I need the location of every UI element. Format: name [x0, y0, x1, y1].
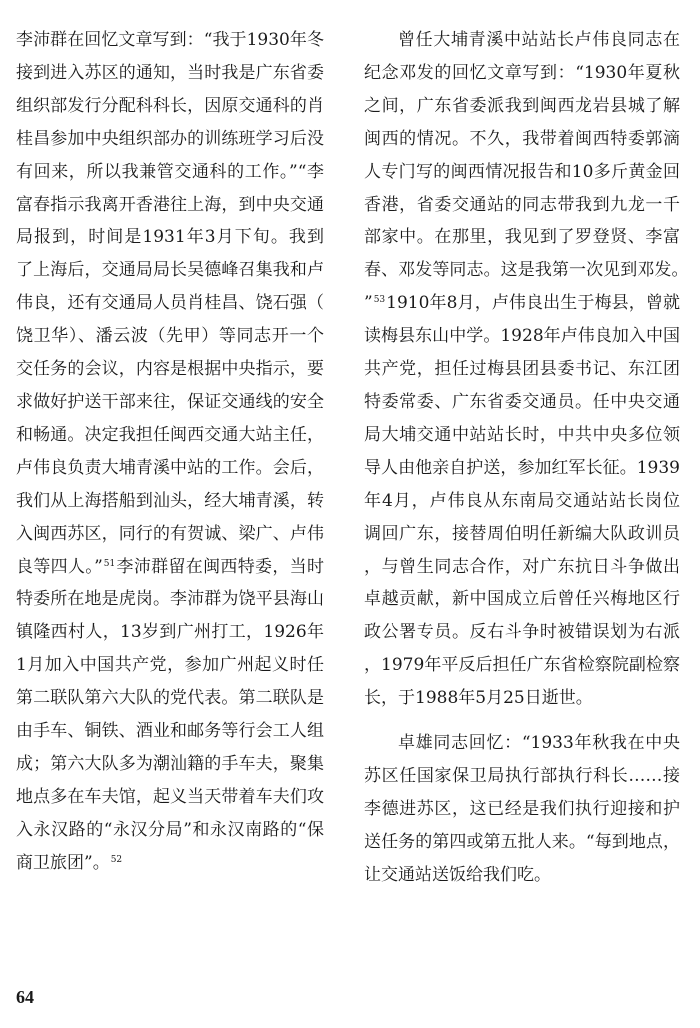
- paragraph-text: 卓雄同志回忆：“1933年秋我在中央苏区任国家保卫局执行部执行科长……接李德进苏区，这已经是我们执行迎接和护送任务的第四或第五批人来。“每到地点，让交通站送饭给我们吃。: [364, 733, 680, 885]
- paragraph-lu-weiliang-memoir: [364, 24, 680, 715]
- paragraph-text: 李沛群留在闽西特委，当时特委所在地是虎岗。李沛群为饶平县海山镇隆西村人，13岁到广州打工，1926年1月加入中国共产党，参加广州起义时任第二联队第六大队的党代表。第二联队是由手车、铜铁、酒业和邮务等行会工人组成；第六大队多为潮汕籍的手车夫，聚集地点多在车夫馆，起义当天带着车夫们攻入永汉路的“永汉分局”和永汉南路的“保商卫旅团”。: [16, 556, 324, 873]
- footnote-ref-53: 53: [373, 295, 386, 306]
- paragraph-text: 曾任大埔青溪中站站长卢伟良同志在纪念邓发的回忆文章写到：“1930年夏秋之间，广东省委派我到闽西龙岩县城了解闽西的情况。不久，我带着闽西特委郭滴人专门写的闽西情况报告和10多斤黄金回香港，省委交通站的同志带我到九龙一千部家中。在那里，我见到了罗登贤、李富春、邓发等同志。这是我第一次见到邓发。”: [364, 30, 680, 314]
- paragraph-zhuo-xiong-memoir: [364, 727, 680, 892]
- paragraph-li-peiqun-memoir: [16, 24, 324, 880]
- paragraph-text: 1910年8月，卢伟良出生于梅县，曾就读梅县东山中学。1928年卢伟良加入中国共产党，担任过梅县团县委书记、东江团特委常委、广东省委交通员。任中央交通局大埔交通中站站长时，中共中央多位领导人由他亲自护送，参加红军长征。1939年4月，卢伟良从东南局交通站站长岗位调回广东，接替周伯明任新编大队政训员，与曾生同志合作，对广东抗日斗争做出卓越贡献，新中国成立后曾任兴梅地区行政公署专员。反右斗争时被错误划为右派，1979年平反后担任广东省检察院副检察长，于1988年5月25日逝世。: [364, 293, 680, 709]
- right-column: [364, 24, 680, 892]
- paragraph-text: 李沛群在回忆文章写到：“我于1930年冬接到进入苏区的通知，当时我是广东省委组织部发行分配科科长，因原交通科的肖桂昌参加中央组织部办的训练班学习后没有回来，所以我兼管交通科的工作。”“李富春指示我离开香港往上海，到中央交通局报到，时间是1931年3月下旬。我到了上海后，交通局局长吴德峰召集我和卢伟良，还有交通局人员肖桂昌、饶石强（饶卫华）、潘云波（先甲）等同志开一个交任务的会议，内容是根据中央指示，要求做好护送干部来往，保证交通线的安全和畅通。决定我担任闽西交通大站主任，卢伟良负责大埔青溪中站的工作。会后，我们从上海搭船到汕头，经大埔青溪，转入闽西苏区，同行的有贺诚、梁广、卢伟良等四人。”: [16, 30, 324, 577]
- footnote-ref-52: 52: [110, 854, 123, 865]
- footnote-ref-51: 51: [103, 558, 116, 569]
- page-number: 64: [16, 987, 34, 1007]
- left-column: [16, 24, 324, 880]
